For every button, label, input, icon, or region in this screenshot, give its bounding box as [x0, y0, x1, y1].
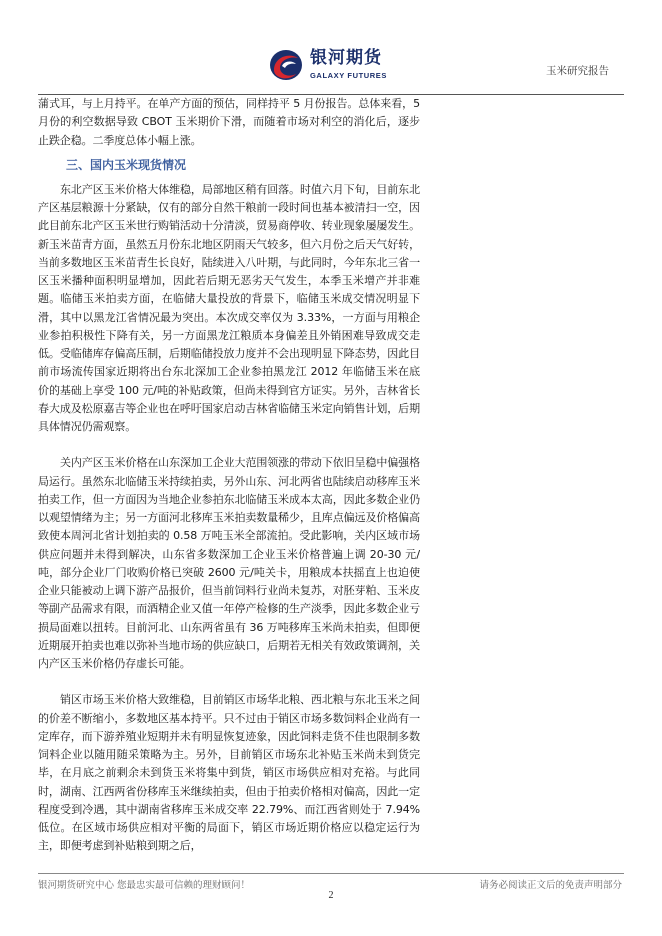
report-type-label: 玉米研究报告	[546, 65, 609, 77]
guannei-market-paragraph: 关内产区玉米价格在山东深加工企业大范围领涨的带动下依旧呈稳中偏强格局运行。虽然东北临储玉米持续拍卖，另外山东、河北两省也陆续启动移库玉米拍卖工作，但一方面因为当地企业参拍东北临储玉米成本太高，因此多数企业仍以观望情绪为主；另一方面河北移库玉米拍卖数量稀少，且库点偏远及价格偏高致使本周河北省计划拍卖的 0.58 万吨玉米全部流拍。受此影响，关内区域市场供应问题并未得到解决，山东省多数深加工企业玉米价格普遍上调 20-30 元/吨，部分企业厂门收购价格已突破 2600 元/吨关卡，用粮成本扶摇直上也迫使企业只能被动上调下游产品报价，但当前饲料行业尚未复苏，对胚芽粕、玉米皮等副产品需求有限，而酒精企业又值一年停产检修的生产淡季，因此多数企业亏损局面难以扭转。目前河北、山东两省虽有 36 万吨移库玉米尚未拍卖，但即便近期展开拍卖也难以弥补当地市场的供应缺口，后期若无相关有效政策调剂，关内产区玉米价格仍存虚长可能。	[38, 456, 420, 670]
section-title: 三、国内玉米现货情况	[66, 157, 187, 172]
report-body	[38, 95, 420, 856]
northeast-market-paragraph: 东北产区玉米价格大体维稳，局部地区稍有回落。时值六月下旬，目前东北产区基层粮源十分紧缺，仅有的部分自然干粮前一段时间也基本被清扫一空，因此目前东北产区玉米世行购销活动十分清淡，贸易商停收、转业现象屡屡发生。新玉米苗青方面，虽然五月份东北地区阴雨天气较多，但六月份之后天气好转，当前多数地区玉米苗青生长良好，陆续进入八叶期，与此同时，今年东北三省一区玉米播种面积明显增加，因此若后期无恶劣天气发生，本季玉米增产并非难题。临储玉米拍卖方面，在临储大量投放的背景下，临储玉米成交情况明显下滑，其中以黑龙江省情况最为突出。本次成交率仅为 3.33%，一方面与用粮企业参拍积极性下降有关，另一方面黑龙江粮质本身偏差且外销困难导致成交走低。受临储库存偏高压制，后期临储投放力度并不会出现明显下降态势，因此目前市场流传国家近期将出台东北深加工企业参拍黑龙江 2012 年临储玉米在底价的基础上享受 100 元/吨的补贴政策，但尚未得到官方证实。另外，吉林省长春大成及松原嘉吉等企业也在呼吁国家启动吉林省临储玉米定向销售计划，后期具体情况仍需观察。	[38, 182, 420, 433]
paragraph-spacer	[38, 673, 420, 691]
page-number: 2	[328, 890, 334, 901]
page-header	[0, 0, 662, 96]
company-logo	[268, 48, 408, 84]
paragraph-spacer	[38, 436, 420, 454]
logo-english-name: GALAXY FUTURES	[310, 71, 388, 80]
footer-divider	[38, 873, 624, 874]
sales-region-paragraph: 销区市场玉米价格大致维稳，目前销区市场华北粮、西北粮与东北玉米之间的价差不断缩小，多数地区基本持平。只不过由于销区市场多数饲料企业尚有一定库存，而下游养殖业短期并未有明显恢复迹象，因此饲料走货不佳也限制多数饲料企业以随用随采策略为主。另外，目前销区市场东北补贴玉米尚未到货完毕，在月底之前剩余未到货玉米将集中到货，销区市场供应相对充裕。与此同时，湖南、江西两省份移库玉米继续拍卖，但由于拍卖价格相对偏高，因此一定程度受到冷遇，其中湖南省移库玉米成交率 22.79%、而江西省则处于 7.94%低位。在区域市场供应相对平衡的局面下，销区市场近期价格应以稳定运行为主，即便考虑到补贴粮到期之后，	[38, 693, 420, 853]
intro-paragraph: 蒲式耳，与上月持平。在单产方面的预估，同样持平 5 月份报告。总体来看，5月份的利空数据导致 CBOT 玉米期价下滑，而随着市场对利空的消化后，逐步止跌企稳。二季度总体小幅上涨。	[38, 97, 420, 147]
logo-chinese-name: 银河期货	[310, 48, 382, 68]
footer-company-slogan: 银河期货研究中心 您最忠实最可信赖的理财顾问！	[38, 880, 251, 891]
galaxy-swirl-logo-icon	[268, 48, 304, 82]
footer-disclaimer-note: 请务必阅读正文后的免责声明部分	[479, 880, 622, 891]
